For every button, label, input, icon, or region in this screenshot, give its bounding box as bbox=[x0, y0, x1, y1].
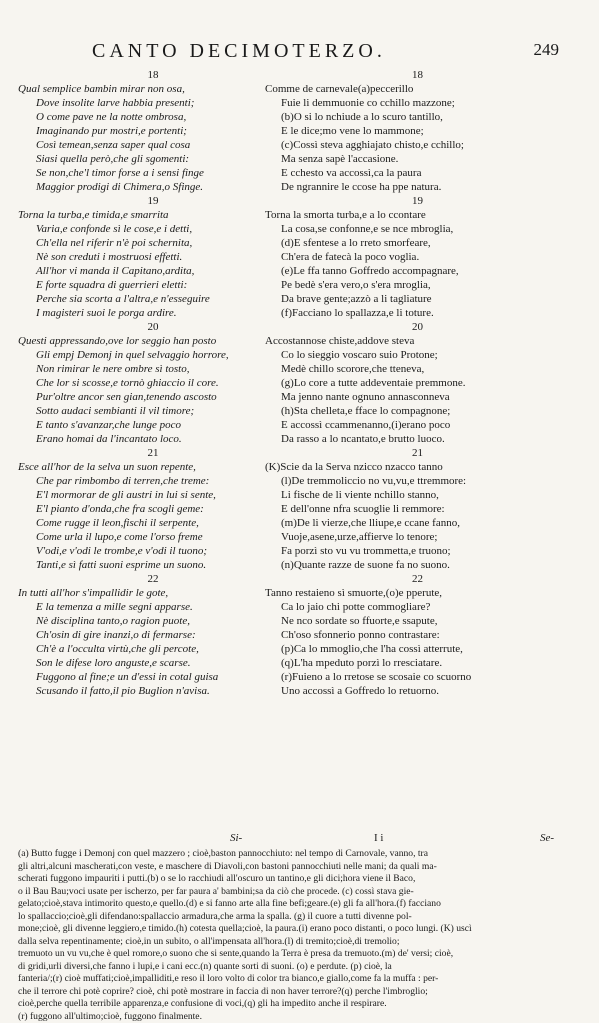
verse-line: Erano homai da l'incantato loco. bbox=[18, 432, 288, 446]
footnote-line: cioè,perche quella terribile apparenza,e confusione di voci,(q) gli ha impedito anche il respirare. bbox=[18, 998, 578, 1011]
verse-line: O come pave ne la notte ombrosa, bbox=[18, 110, 288, 124]
footnote-line: gli altri,alcuni mascherati,con veste, e maschere di Diavoli,con bastoni pannocchiuti nelle mani; da quali ma- bbox=[18, 861, 578, 874]
verse-line: E'l mormorar de gli austri in lui si sente, bbox=[18, 488, 288, 502]
footnote-line: scherati fuggono impauriti i putti.(b) o se lo racchiudi all'oscuro un tantino,e gli dici;hora viene il Baco, bbox=[18, 873, 578, 886]
verse-line: In tutti all'hor s'impallidir le gote, bbox=[18, 586, 288, 600]
verse-line: Varia,e confonde sì le cose,e i detti, bbox=[18, 222, 288, 236]
italian-verse-column bbox=[18, 68, 288, 698]
verse-line: (d)E sfentese a lo rreto smorfeare, bbox=[265, 236, 570, 250]
verse-line: E forte squadra di guerrieri eletti: bbox=[18, 278, 288, 292]
verse-line: De ngrannire le ccose ha ppe natura. bbox=[265, 180, 570, 194]
stanza-number: 19 bbox=[18, 194, 288, 208]
verse-line: Che par rimbombo di terren,che treme: bbox=[18, 474, 288, 488]
verse-line: Esce all'hor de la selva un suon repente, bbox=[18, 460, 288, 474]
footnote-line: che il terrore chi potè coprire? cioè, chi potè mostrare in faccia di non haver terrore?(q) perche l'imbroglio; bbox=[18, 986, 578, 999]
verse-line: Ch'oso sfonnerio ponno contrastare: bbox=[265, 628, 570, 642]
verse-line: Nè disciplina tanto,o ragion puote, bbox=[18, 614, 288, 628]
footnote-line: dalla selva repentinamente; cioè,in un subito, o all'impensata all'hora.(l) di tremito;cioè,di tremolio; bbox=[18, 936, 578, 949]
verse-line: Accostannose chiste,addove steva bbox=[265, 334, 570, 348]
neapolitan-verse-column bbox=[265, 68, 570, 698]
verse-line: (c)Cossì steva agghiajato chisto,e cchillo; bbox=[265, 138, 570, 152]
footnote-line: lo spallaccio;cioè,gli difendano:spallaccio armadura,che arma la spalla. (g) il cuore a tutti divenne pol- bbox=[18, 911, 578, 924]
footnotes bbox=[18, 848, 578, 1023]
verse-line: Perche sia scorta a l'altra,e n'esseguire bbox=[18, 292, 288, 306]
verse-line: Ne nco sordate so ffuorte,e ssapute, bbox=[265, 614, 570, 628]
footnote-line: tremuoto un vu vu,che è quel romore,o suono che si sente,quando la Terra è presa da tremuoto.(m) de' versi; cioè, bbox=[18, 948, 578, 961]
verse-line: Ch'era de fatecà la poco voglia. bbox=[265, 250, 570, 264]
page-number: 249 bbox=[534, 40, 560, 60]
verse-line: (q)L'ha mpeduto porzì lo rresciatare. bbox=[265, 656, 570, 670]
verse-line: Pur'oltre ancor sen gian,tenendo ascosto bbox=[18, 390, 288, 404]
verse-line: E dell'onne nfra scuoglie li remmore: bbox=[265, 502, 570, 516]
verse-line: Questi appressando,ove lor seggio han posto bbox=[18, 334, 288, 348]
catchword: Se- bbox=[540, 832, 554, 844]
verse-line: Qual semplice bambin mirar non osa, bbox=[18, 82, 288, 96]
verse-line: Ca lo jaio chi potte commogliare? bbox=[265, 600, 570, 614]
verse-line: Ch'osin di gire inanzi,o di fermarse: bbox=[18, 628, 288, 642]
verse-line: Torna la smorta turba,e a lo ccontare bbox=[265, 208, 570, 222]
verse-line: (l)De tremmoliccio no vu,vu,e ttremmore: bbox=[265, 474, 570, 488]
verse-line: Comme de carnevale(a)peccerillo bbox=[265, 82, 570, 96]
verse-line: Siasi quella però,che gli sgomenti: bbox=[18, 152, 288, 166]
verse-line: (r)Fuieno a lo rretose se scosaie co scuorno bbox=[265, 670, 570, 684]
verse-line: Medè chillo scorore,che tteneva, bbox=[265, 362, 570, 376]
verse-line: E accossì ccammenanno,(i)erano poco bbox=[265, 418, 570, 432]
stanza-number: 18 bbox=[18, 68, 288, 82]
running-title: CANTO DECIMOTERZO. bbox=[92, 40, 386, 63]
verse-line: Li fische de li viente nchillo stanno, bbox=[265, 488, 570, 502]
verse-line: Da rasso a lo ncantato,e brutto luoco. bbox=[265, 432, 570, 446]
verse-line: Pe bedè s'era vero,o s'era mroglia, bbox=[265, 278, 570, 292]
verse-line: Son le difese loro anguste,e scarse. bbox=[18, 656, 288, 670]
verse-line: Così temean,senza saper qual cosa bbox=[18, 138, 288, 152]
stanza-number: 21 bbox=[265, 446, 570, 460]
footnote-line: gelato;cioè,stava intimorito questo,e quello.(d) e si fanno arte alla fine befi;geare.(e) gli fa all'hora.(f) facciano bbox=[18, 898, 578, 911]
stanza-number: 18 bbox=[265, 68, 570, 82]
verse-line: Come urla il lupo,e come l'orso freme bbox=[18, 530, 288, 544]
signature-mark-left: Si- bbox=[230, 832, 242, 844]
verse-line: Imaginando pur mostri,e portenti; bbox=[18, 124, 288, 138]
verse-line: Scusando il fatto,il pio Buglion n'avisa. bbox=[18, 684, 288, 698]
verse-line: Tanno restaieno sì smuorte,(o)e pperute, bbox=[265, 586, 570, 600]
stanza-number: 20 bbox=[265, 320, 570, 334]
verse-line: (K)Scie da la Serva nzicco nzacco tanno bbox=[265, 460, 570, 474]
verse-line: E cchesto va accossì,ca la paura bbox=[265, 166, 570, 180]
verse-line: Ma senza sapè l'accasione. bbox=[265, 152, 570, 166]
verse-line: E'l pianto d'onda,che fra scogli geme: bbox=[18, 502, 288, 516]
verse-line: Co lo sieggio voscaro suio Protone; bbox=[265, 348, 570, 362]
verse-line: E la temenza a mille segni apparse. bbox=[18, 600, 288, 614]
footnote-line: fanteria/;(r) cioè muffati;cioè,impalliditi,e reso il loro volto di color tra bianco,e giallo,come fa la muffa : per- bbox=[18, 973, 578, 986]
verse-line: V'odi,e v'odi le trombe,e v'odi il tuono; bbox=[18, 544, 288, 558]
stanza-number: 22 bbox=[265, 572, 570, 586]
verse-line: Fa porzì sto vu vu trommetta,e truono; bbox=[265, 544, 570, 558]
verse-line: (m)De li vierze,che lliupe,e ccane fanno, bbox=[265, 516, 570, 530]
verse-line: Sotto audaci sembianti il vil timore; bbox=[18, 404, 288, 418]
footnote-line: di gridi,urli diversi,che fanno i lupi,e i cani ecc.(n) quante sorti di suoni. (o) e perdute. (p) cioè, la bbox=[18, 961, 578, 974]
footnote-line: o il Bau Bau;voci usate per ischerzo, per far paura a' bambini;sa da ciò che procede. (c) cossì stava gie- bbox=[18, 886, 578, 899]
verse-line: (h)Sta chelleta,e fface lo compagnone; bbox=[265, 404, 570, 418]
verse-line: All'hor vi manda il Capitano,ardita, bbox=[18, 264, 288, 278]
verse-line: Ch'ella nel riferir n'è poi schernita, bbox=[18, 236, 288, 250]
footnote-line: mone;cioè, gli divenne leggiero,e timido.(h) cotesta quella;cioè, la paura.(i) erano poco distanti, o poco lungi. (K) uscì bbox=[18, 923, 578, 936]
verse-line: (e)Le ffa tanno Goffredo accompagnare, bbox=[265, 264, 570, 278]
verse-line: Fuggono al fine;e un d'essi in cotal guisa bbox=[18, 670, 288, 684]
verse-line: Ma jenno nante ognuno annasconneva bbox=[265, 390, 570, 404]
footnote-line: (r) fuggono all'ultimo;cioè, fuggono finalmente. bbox=[18, 1011, 578, 1023]
verse-line: Nè son creduti i mostruosi effetti. bbox=[18, 250, 288, 264]
verse-line: E le dice;mo vene lo mammone; bbox=[265, 124, 570, 138]
verse-line: Dove insolite larve habbia presenti; bbox=[18, 96, 288, 110]
verse-line: Se non,che'l timor forse a i sensi finge bbox=[18, 166, 288, 180]
verse-line: Gli empj Demonj in quel selvaggio horrore, bbox=[18, 348, 288, 362]
stanza-number: 21 bbox=[18, 446, 288, 460]
verse-line: Da brave gente;azzò a li tagliature bbox=[265, 292, 570, 306]
page-header bbox=[0, 40, 599, 64]
verse-line: (p)Ca lo mmoglio,che l'ha cossì atterrute, bbox=[265, 642, 570, 656]
verse-line: (g)Lo core a tutte addeventaie premmone. bbox=[265, 376, 570, 390]
verse-line: Fuie li demmuonie co cchillo mazzone; bbox=[265, 96, 570, 110]
verse-line: Non rimirar le nere ombre sì tosto, bbox=[18, 362, 288, 376]
signature-mark-middle: I i bbox=[374, 832, 383, 844]
verse-line: Maggior prodigi di Chimera,o Sfinge. bbox=[18, 180, 288, 194]
stanza-number: 20 bbox=[18, 320, 288, 334]
verse-line: Tanti,e sì fatti suoni esprime un suono. bbox=[18, 558, 288, 572]
verse-line: La cosa,se confonne,e se nce mbroglia, bbox=[265, 222, 570, 236]
verse-line: (f)Facciano lo spallazza,e li toture. bbox=[265, 306, 570, 320]
verse-line: I magisteri suoi le porga ardire. bbox=[18, 306, 288, 320]
verse-line: Torna la turba,e timida,e smarrita bbox=[18, 208, 288, 222]
footnote-line: (a) Butto fugge i Demonj con quel mazzero ; cioè,baston pannocchiuto: nel tempo di Carnovale, vanno, tra bbox=[18, 848, 578, 861]
verse-line: Come rugge il leon,fischi il serpente, bbox=[18, 516, 288, 530]
verse-line: Uno accossì a Goffredo lo retuorno. bbox=[265, 684, 570, 698]
verse-line: Vuoje,asene,urze,affierve lo tenore; bbox=[265, 530, 570, 544]
verse-line: (b)O si lo nchiude a lo scuro tantillo, bbox=[265, 110, 570, 124]
verse-line: E tanto s'avanzar,che lunge poco bbox=[18, 418, 288, 432]
stanza-number: 22 bbox=[18, 572, 288, 586]
stanza-number: 19 bbox=[265, 194, 570, 208]
verse-line: Ch'è a l'occulta virtù,che gli percote, bbox=[18, 642, 288, 656]
verse-line: (n)Quante razze de suone fa no suono. bbox=[265, 558, 570, 572]
verse-line: Che lor si scosse,e tornò ghiaccio il core. bbox=[18, 376, 288, 390]
